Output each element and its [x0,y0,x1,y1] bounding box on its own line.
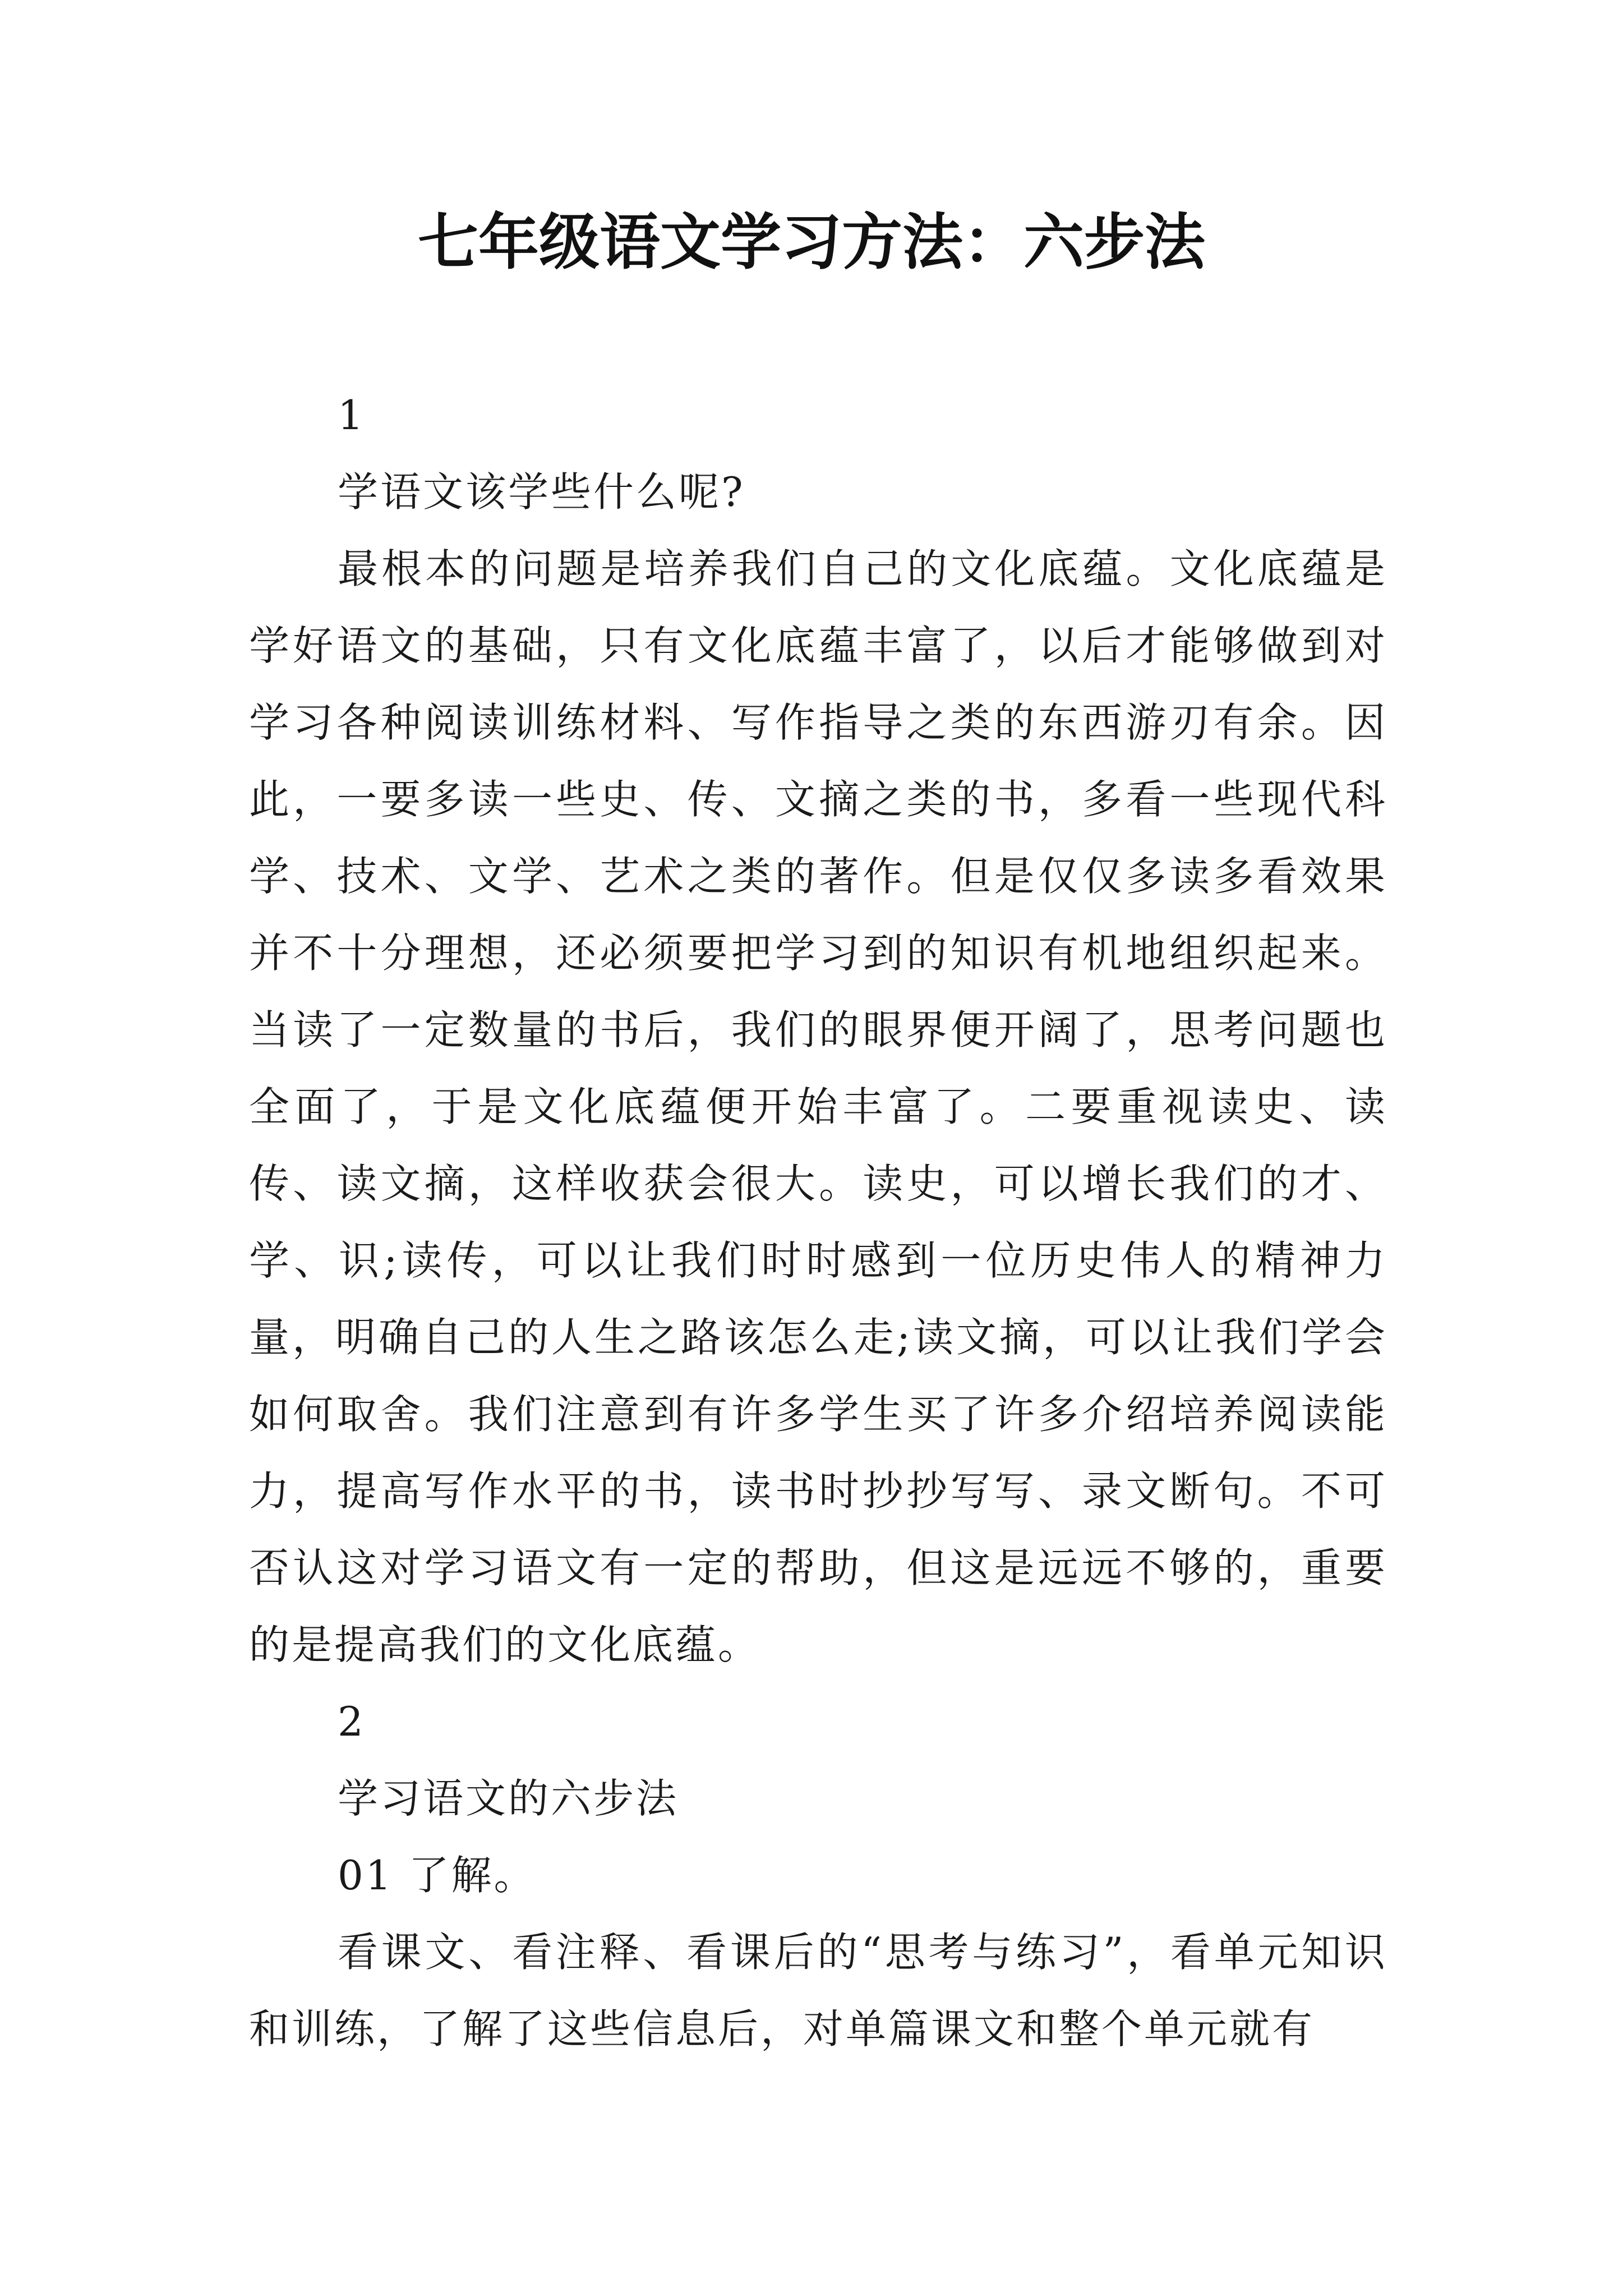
step-heading: 01 了解。 [338,1852,537,1899]
document-body [249,377,1387,2068]
document-title: 七年级语文学习方法：六步法 [417,207,1205,278]
section-heading: 学语文该学些什么呢? [338,468,745,516]
body-paragraph: 最根本的问题是培养我们自己的文化底蕴。文化底蕴是学好语文的基础，只有文化底蕴丰富了，以后才能够做到对学习各种阅读训练材料、写作指导之类的东西游刃有余。因此，一要多读一些史、传、文摘之类的书，多看一些现代科学、技术、文学、艺术之类的著作。但是仅仅多读多看效果并不十分理想，还必须要把学习到的知识有机地组织起来。当读了一定数量的书后，我们的眼界便开阔了，思考问题也全面了，于是文化底蕴便开始丰富了。二要重视读史、读传、读文摘，这样收获会很大。读史，可以增长我们的才、学、识;读传，可以让我们时时感到一位历史伟人的精神力量，明确自己的人生之路该怎么走;读文摘，可以让我们学会如何取舍。我们注意到有许多学生买了许多介绍培养阅读能力，提高写作水平的书，读书时抄抄写写、录文断句。不可否认这对学习语文有一定的帮助，但这是远远不够的，重要的是提高我们的文化底蕴。 [249,545,1387,1668]
section-number: 1 [338,392,366,439]
section-heading: 学习语文的六步法 [338,1775,679,1822]
section-number: 2 [338,1698,366,1745]
body-paragraph: 看课文、看注释、看课后的“思考与练习”，看单元知识和训练，了解了这些信息后，对单篇课文和整个单元就有 [249,1929,1387,2053]
